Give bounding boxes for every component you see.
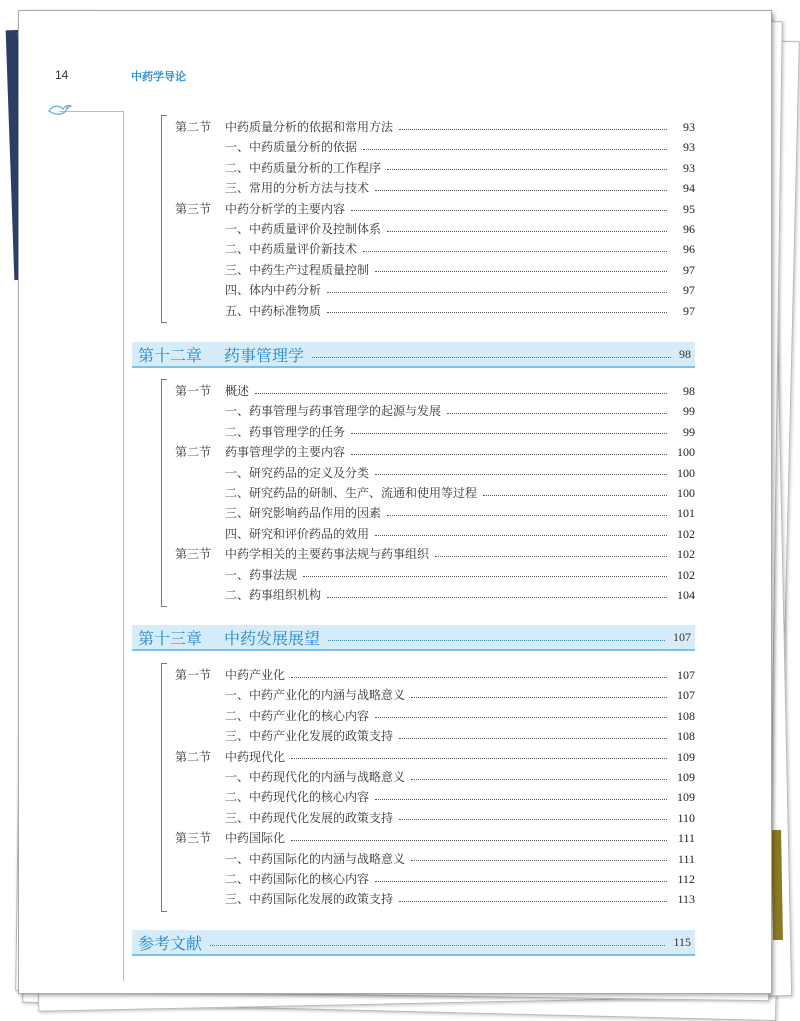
chapter-title: 中药发展展望 — [224, 628, 321, 648]
dot-leader — [363, 251, 667, 252]
entry-title: 一、中药质量分析的依据 — [225, 140, 358, 155]
entry-title: 中药国际化 — [225, 831, 286, 846]
entry-page-number: 107 — [677, 668, 695, 682]
entry-title: 药事管理学的主要内容 — [225, 445, 346, 460]
entry-title: 一、中药现代化的内涵与战略意义 — [225, 770, 406, 784]
toc-subsection-entry — [175, 301, 695, 321]
chapter-page-number: 115 — [673, 934, 691, 949]
entry-title: 中药分析学的主要内容 — [225, 201, 346, 216]
toc-section-entry — [175, 747, 695, 767]
chapter-page-number: 107 — [673, 629, 691, 644]
chapter-title: 药事管理学 — [224, 345, 305, 365]
entry-title: 二、中药国际化的核心内容 — [225, 872, 370, 886]
toc-subsection-entry — [175, 849, 695, 869]
entry-title: 中药产业化 — [225, 668, 286, 682]
toc-subsection-entry — [175, 137, 695, 157]
toc-section-entry — [175, 199, 695, 219]
dot-leader — [327, 292, 667, 293]
entry-title: 二、中药质量评价新技术 — [225, 242, 358, 257]
entry-page-number: 100 — [677, 445, 695, 460]
dot-leader — [327, 312, 667, 313]
toc-subsection-entry — [175, 422, 695, 442]
entry-page-number: 93 — [683, 160, 695, 175]
dot-leader — [375, 881, 667, 882]
dot-leader — [255, 393, 667, 394]
running-title: 中药学导论 — [131, 71, 186, 83]
toc-subsection-entry — [175, 280, 695, 300]
entry-title: 二、药事组织机构 — [225, 588, 322, 602]
entry-page-number: 111 — [677, 851, 695, 866]
chapter-page-number: 98 — [679, 346, 691, 361]
toc-subsection-entry — [175, 239, 695, 259]
dot-leader — [387, 231, 667, 232]
entry-title: 一、研究药品的定义及分类 — [225, 465, 370, 480]
entry-page-number: 97 — [683, 283, 695, 298]
dot-leader — [351, 433, 667, 434]
toc-subsection-entry — [175, 767, 695, 787]
entry-page-number: 98 — [683, 384, 695, 398]
toc-subsection-entry — [175, 706, 695, 726]
entry-title: 二、中药质量分析的工作程序 — [225, 160, 382, 175]
chapter-heading — [132, 342, 695, 368]
dot-leader — [351, 454, 667, 455]
section-number: 第三节 — [175, 831, 212, 846]
entry-page-number: 108 — [677, 708, 695, 723]
toc-subsection-entry — [175, 869, 695, 889]
dot-leader — [375, 271, 667, 272]
dot-leader — [291, 758, 667, 759]
chapter-heading — [132, 930, 695, 956]
entry-page-number: 107 — [677, 688, 695, 703]
entry-title: 一、药事管理与药事管理学的起源与发展 — [225, 404, 442, 419]
chapter-number: 第十三章 — [138, 628, 203, 648]
entry-page-number: 100 — [677, 465, 695, 480]
entry-title: 三、中药生产过程质量控制 — [225, 262, 370, 277]
toc-subsection-entry — [175, 158, 695, 178]
toc-section-entry — [175, 381, 695, 401]
dot-leader — [210, 945, 665, 946]
entry-page-number: 99 — [683, 404, 695, 419]
dot-leader — [375, 535, 667, 536]
toc-subsection-entry — [175, 585, 695, 605]
entry-page-number: 94 — [683, 181, 695, 196]
toc-section-entry — [175, 544, 695, 564]
dot-leader — [411, 779, 667, 780]
dot-leader — [399, 738, 667, 739]
entry-page-number: 111 — [677, 831, 695, 846]
entry-title: 二、药事管理学的任务 — [225, 424, 346, 439]
dot-leader — [375, 190, 667, 191]
entry-page-number: 93 — [683, 140, 695, 155]
dot-leader — [375, 474, 667, 475]
toc-subsection-entry — [175, 219, 695, 239]
toc-section-entry — [175, 828, 695, 848]
entry-page-number: 100 — [677, 486, 695, 500]
dot-leader — [399, 901, 667, 902]
section-number: 第三节 — [175, 547, 212, 562]
entry-page-number: 102 — [677, 567, 695, 582]
toc-subsection-entry — [175, 503, 695, 523]
entry-page-number: 93 — [683, 120, 695, 134]
entry-title: 四、体内中药分析 — [225, 283, 322, 298]
entry-page-number: 112 — [677, 872, 695, 886]
entry-title: 三、常用的分析方法与技术 — [225, 181, 370, 196]
dot-leader — [375, 799, 667, 800]
entry-page-number: 96 — [683, 222, 695, 236]
entry-title: 一、药事法规 — [225, 567, 298, 582]
toc-subsection-entry — [175, 685, 695, 705]
entry-page-number: 97 — [683, 262, 695, 277]
toc-subsection-entry — [175, 787, 695, 807]
section-number: 第二节 — [175, 445, 212, 460]
entry-page-number: 108 — [677, 729, 695, 744]
dot-leader — [399, 819, 667, 820]
toc-subsection-entry — [175, 524, 695, 544]
toc-subsection-entry — [175, 463, 695, 483]
chapter-number: 参考文献 — [138, 933, 203, 953]
toc-subsection-entry — [175, 401, 695, 421]
entry-page-number: 102 — [677, 547, 695, 562]
entry-page-number: 113 — [677, 892, 695, 907]
dot-leader — [351, 210, 667, 211]
table-of-contents — [19, 11, 771, 993]
underlying-page-edge — [771, 830, 783, 940]
dot-leader — [328, 640, 665, 641]
group-bracket — [161, 379, 167, 607]
entry-page-number: 104 — [677, 588, 695, 602]
entry-title: 五、中药标准物质 — [225, 303, 322, 318]
entry-title: 一、中药产业化的内涵与战略意义 — [225, 688, 406, 703]
dot-leader — [303, 576, 667, 577]
entry-title: 四、研究和评价药品的效用 — [225, 526, 370, 541]
toc-subsection-entry — [175, 260, 695, 280]
dot-leader — [483, 495, 667, 496]
entry-page-number: 109 — [677, 770, 695, 784]
toc-subsection-entry — [175, 808, 695, 828]
entry-page-number: 110 — [677, 810, 695, 825]
dot-leader — [411, 860, 667, 861]
entry-title: 三、中药现代化发展的政策支持 — [225, 810, 394, 825]
section-number: 第三节 — [175, 201, 212, 216]
toc-page — [18, 10, 772, 994]
entry-title: 一、中药国际化的内涵与战略意义 — [225, 851, 406, 866]
section-number: 第一节 — [175, 384, 212, 398]
toc-subsection-entry — [175, 889, 695, 909]
section-number: 第二节 — [175, 749, 212, 764]
entry-page-number: 97 — [683, 303, 695, 318]
entry-title: 二、研究药品的研制、生产、流通和使用等过程 — [225, 486, 478, 500]
section-number: 第一节 — [175, 668, 212, 682]
entry-page-number: 109 — [677, 749, 695, 764]
dot-leader — [411, 697, 667, 698]
entry-title: 三、中药产业化发展的政策支持 — [225, 729, 394, 744]
entry-title: 中药质量分析的依据和常用方法 — [225, 120, 394, 134]
dot-leader — [375, 717, 667, 718]
dot-leader — [447, 413, 667, 414]
group-bracket — [161, 663, 167, 912]
dot-leader — [387, 515, 667, 516]
dot-leader — [387, 169, 667, 170]
dot-leader — [291, 840, 667, 841]
toc-section-entry — [175, 117, 695, 137]
entry-title: 三、中药国际化发展的政策支持 — [225, 892, 394, 907]
toc-subsection-entry — [175, 726, 695, 746]
entry-page-number: 99 — [683, 424, 695, 439]
entry-title: 三、研究影响药品作用的因素 — [225, 506, 382, 521]
dot-leader — [399, 129, 667, 130]
dot-leader — [291, 677, 667, 678]
chapter-number: 第十二章 — [138, 345, 203, 365]
group-bracket — [161, 115, 167, 323]
toc-subsection-entry — [175, 178, 695, 198]
entry-title: 中药学相关的主要药事法规与药事组织 — [225, 547, 430, 562]
toc-subsection-entry — [175, 483, 695, 503]
entry-page-number: 109 — [677, 790, 695, 805]
dot-leader — [435, 556, 667, 557]
dot-leader — [327, 597, 667, 598]
entry-page-number: 102 — [677, 526, 695, 541]
entry-page-number: 96 — [683, 242, 695, 257]
chapter-heading — [132, 625, 695, 651]
page-number: 14 — [55, 68, 69, 82]
entry-title: 二、中药现代化的核心内容 — [225, 790, 370, 805]
entry-title: 概述 — [225, 384, 250, 398]
entry-page-number: 95 — [683, 201, 695, 216]
toc-section-entry — [175, 442, 695, 462]
toc-section-entry — [175, 665, 695, 685]
section-number: 第二节 — [175, 120, 212, 134]
entry-title: 中药现代化 — [225, 749, 286, 764]
entry-title: 二、中药产业化的核心内容 — [225, 708, 370, 723]
dot-leader — [363, 149, 667, 150]
entry-page-number: 101 — [677, 506, 695, 521]
entry-title: 一、中药质量评价及控制体系 — [225, 222, 382, 236]
toc-subsection-entry — [175, 565, 695, 585]
dot-leader — [312, 357, 671, 358]
